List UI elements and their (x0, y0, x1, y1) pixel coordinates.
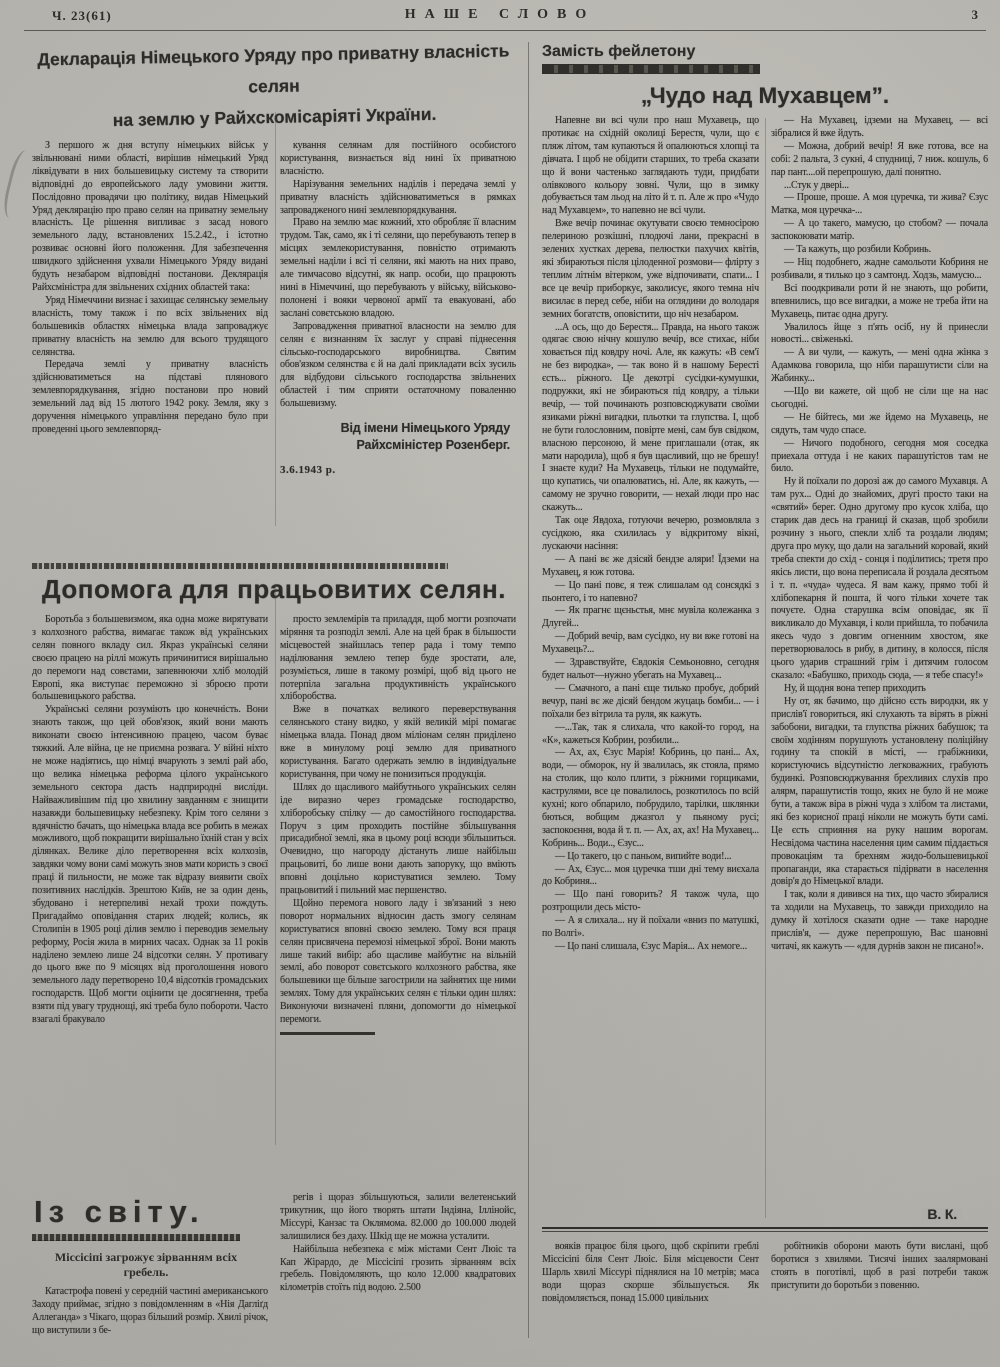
paragraph: Ну й поїхали по дорозі аж до самого Мухавця. А там рух... Одні до знайомих, другі просто таки на «святий» берег. Одно другому про кусок хліба, що старик дав десь на границі й сказав, щоб зробили розчину з нього, спекли хліб та роздали людям; друга про муку, що дали на загальний коровай, який треба спекти до схід - сонця і поділитись; третя про якісь листи, що вона переписала й роздала десятьом і т. п. «чуда» чудеса. Я вам кажу, прямо тобі й хлібопекарня й пошта, й чого тільки хочете так почуєте. Одна старушка всім оповідає, як її викликало до Мухавця, і коли прийшла, то побачила якесь чудо з довгим огненним хвостом, яке перетворювалось в рибу, в дитину, в колосся, після цього ударив страшний грім і дитячим голосом сказало: «Бабушко, приходь сюда, — я тебе спасу!» (771, 476, 988, 681)
paragraph: — А ви чули, — кажуть, — мені одна жінка з Адамкова говорила, що ніби парашутисти сіли на Жабинку... (771, 347, 988, 385)
world-article-continuation (542, 1241, 988, 1367)
paragraph: — Ничого подобного, сегодня моя соседка приехала оттуда і не каких парашутістов там не било. (771, 437, 988, 475)
feuilleton-column-2-text (771, 115, 988, 954)
paragraph: вояків працює біля цього, щоб скріпити греблі Міссісіпі біля Сент Люіс. Біля місцевости Сент Шарль хвилі Міссурі піднялися на 10 метрів; маса води щораз скорше збільшується. Як повідомляється, понад 15.000 цивільних (542, 1241, 759, 1304)
paragraph: Запровадження приватної власности на землю для селян є визнанням їх заслуг у справі піднесення сільсько-господарського виробництва. Святим обов'язком селянства є й на далі прикладати всіх зусиль для відбудови сільського господарства звільнених областей і тим сприяти остаточному поваленню большевизму. (280, 320, 516, 410)
paragraph: — Ніц подобнего, жадне самольоти Кобриня не розбивали, я тилько цо з самтонд. Ходзь, мамусю... (771, 256, 988, 281)
paragraph: — Що пані говорить? Я також чула, що розтрощили десь місто- (542, 889, 759, 914)
right-page-half (542, 38, 988, 1367)
paragraph: просто землемірів та приладдя, щоб могти розпочати міряння та розподіл землі. Але на цей брак в більшости місцевостей знайшлась тепер рада і тому темпо наділювання землею тепер буде зростати, але, розуміється, лише в такому розмірі, щоб від цього не потерпіла загальна продуктивність українського хліборобства. (280, 614, 516, 703)
paragraph: З першого ж дня вступу німецьких військ у звільнювані ними області, вирішив німецький Уряд ліквідувати в них большевицьку систему та створити відповідні до европейського ладу умовини життя. Послідовно провадячи цю політику, видав Німецький Уряд деклярацію про право селян на приватну земельну власність. Це рішення випливає з засад нового земельного ладу, встановлених 15.2.42., і істотно розвиває основні його положення. Для забезпечення швидкого здійснення ухвали Німецького Уряду видані будуть незабаром відповідні постанови. Деклярація Райхсміністра для звільнених східних областей така: (32, 140, 268, 293)
world-column-4 (771, 1241, 988, 1367)
declaration-headline-line2: на землю у Райхскомісаріяті України. (112, 103, 437, 131)
paragraph: Ну от, як бачимо, що дійсно єсть виродки, як у прислів'ї говориться, які слухають та вірять в ріжні забобони, вигадки, та глупства ріжних бабушок; та своїм ходінням порушують установлену поліційну годину та спокій в місті, — грабіжники, користуючись відсутністю легковажних, грабують будинкі. Розповсюджування брехливих слухів про алярм, парашутистів тощо, яких не було й не може бути, а також віра в ріжні чуда з хлібом та листами, які без корисної праці ніколи не можуть бути самі. Це єсть сприяння на руку нашим ворогам. Несвідома частина населення цим самим піддається провокаціям та брехням жидо-большевицької пропаганди, яка старається підірвати в населення довір'я до Німецької влади. (771, 695, 988, 888)
kicker-ornament-strip (542, 64, 760, 74)
feuilleton-author-signature: В. К. (922, 1208, 962, 1221)
page-number: 3 (971, 7, 978, 22)
paragraph: І так, коли я дивився на тих, що часто збиралися та ходили на Мухавець, то завжди приходило на думку й хотілося сказати одне — таке народне прислів'я, — дуже перепрошую, Вас шановні читачі, як кажуть — «для дурнів закон не писано!». (771, 889, 988, 952)
paragraph: Найбільша небезпека є між містами Сент Люіс та Кап Жірардо, де Міссісіпі грозить зірванням всіх гребель. Повідомляють, що коло 12.000 квадратових кілометрів стоїть під водою. 2.500 (280, 1243, 516, 1294)
world-article (32, 1192, 516, 1367)
help-column-2 (280, 614, 516, 1182)
paragraph: — Проше, проше. А моя цуречка, ти жива? Єзус Матка, моя цуречка-... (771, 192, 988, 217)
world-column-1-text (32, 1286, 268, 1338)
paragraph: — А я слихала... ну й поїхали «вниз по матушкі, по Волгі». (542, 915, 759, 940)
feuilleton-headline: „Чудо над Мухавцем”. (640, 83, 890, 108)
world-column-2 (280, 1192, 516, 1367)
masthead: НАШЕ СЛОВО (404, 7, 596, 22)
paragraph: — Не бійтесь, ми же йдемо на Мухавець, не сядуть, там чудо спасе. (771, 411, 988, 436)
declaration-signature (280, 420, 516, 454)
paragraph: Нарізування земельних наділів і передача землі у приватну власність здійснюватиметься в рямках запровадженого нині землевпорядкування. (280, 178, 516, 216)
feuilleton-column-2 (771, 115, 988, 1223)
page-half-divider-rule (528, 42, 529, 1338)
paragraph: — Добрий вечір, вам сусідко, ну ви вже готові на Мухавець?... (542, 631, 759, 656)
paragraph: — Цо такего, цо с паньом, випийте води!... (555, 850, 732, 862)
paragraph: — Цо пані повє, я теж слишалам од сонсядкі з пьонтего, і то напевно? (542, 579, 759, 604)
paragraph: — А цо такего, мамусю, цо стобом? — почала заспокоювати матір. (771, 218, 988, 243)
paragraph: ...Стук у двері... (784, 179, 849, 191)
paragraph: — Як прагнє щєньстья, мнє мувіла колежанка з Длугей... (542, 605, 759, 630)
declaration-headline-line1: Декларація Німецького Уряду про приватну власність селян (37, 40, 510, 97)
paragraph: — Ах, Єзус... моя цуречка тши дні тему виєхала до Кобриня... (542, 863, 759, 888)
declaration-column-2-text (280, 140, 516, 411)
end-of-article-rule (280, 1032, 375, 1035)
paragraph: — Можна, добрий вечір! Я вже готова, все на собі: 2 пальта, 3 сукні, 4 спудниці, 7 ниж. кошуль, 6 пар пант....ой перепрошую, далі понятно. (771, 140, 988, 178)
help-column-1 (32, 614, 268, 1182)
paragraph: ...А ось, що до Берестя... Правда, на нього також одягає свою нічну кошулю вечір, все стихає, ніби ховається під ковдру ночі. Але, як кажуть: «В сем'ї не без виродка», — так воно й в нашому Бересті єсть... ріжного. Це декотрі сусідки-кумушки, подружки, які не збираються під ковдру, а тільки вечір, — той починають розповсюджувати своїми язиками ріжні вигадки, пльотки та глупства. І, щоб не бути голословним, повірте мені, сам був свідком, власною персоною, й мене приглашали (отак, як мати народила), щоб я був щасливий, що не брешу! І знаєте куди? На Мухавець, тільки не подумайте, що купатись, чи опалюватись, ні. Але, як кажуть, — самому не зручно говорити, — нехай люди про нас скажуть... (542, 321, 759, 514)
paragraph: — Здравствуйте, Євдокія Семьоновно, сегодня будет нальот—нужно убегать на Мухавец... (542, 657, 759, 681)
column-rule (275, 585, 276, 1145)
feuilleton-kicker: Замість фейлетону (542, 43, 696, 60)
feuilleton-column-1 (542, 115, 759, 1223)
paragraph: регів і щораз збільшуються, залили велетенський трикутник, що його творять штати Індіяна, Іллінойс, Міссурі, Канзас та Оклямома. 82.000 до 100.000 людей залишилися без даху. Шкід ще не можна усталити. (280, 1192, 516, 1242)
paragraph: — Ах, ах, Єзус Марія! Кобринь, цо пані... Ах, води, — обморок, ну й звалилась, як стояла, прямо на столик, що коло плити, з ріжними горщиками, каструлями, все це повалилось, розкотилось по всій кухні; кого обпарило, побрудило, тарілки, шклянки бються, вобщим джазгол у пьяному русі; заспокоєння, вода й т. п. — Ах, ах, ах! На Мухавец... Кобринь... Води.., Єзус... (542, 747, 759, 849)
help-article (32, 574, 516, 1182)
help-column-2-text (280, 614, 516, 1027)
paragraph: Шлях до щасливого майбутнього українських селян іде виразно через громадське господарство, хліборобську спілку — до самостійного господарства. Поруч з цим проходить постійне збільшування присадибної землі, яка в цьому році всюди збільшиться. Очевидно, що нагороду дістануть лише найбільш працьовиті, бо лише вони дають запоруку, що вміють вповні доцільно користуватися землею. Тому працьовитий і пильний має першенство. (280, 781, 516, 897)
paragraph: Вже в початках великого переверствування селянського стану видко, у якій великій мірі помагає німецька влада. Понад двом міліонам селян приділено вже в минулому році землю для приватного користування. Багато одержать землю в індивідуальне користування, при чому не понизиться продукція. (280, 704, 516, 780)
paragraph: — На Мухавец, ідземи на Мухавец, — всі зібралися й вже йдуть. (771, 115, 988, 139)
paragraph: робітників оборони мають бути вислані, щоб боротися з хвилями. Тисячі інших заалярмовані стоять в поготівлі, щоб в разі потреби також приступити до боротьби з повенню. (771, 1241, 988, 1291)
declaration-article (32, 40, 516, 558)
paragraph: — А пані вє же дзісяй бендзе аляри! Їдземи на Мухавец, я юж готова. (542, 553, 759, 578)
paragraph: кування селянам для постійного особистого користування, визнається від нині їх приватною власністю. (280, 140, 516, 177)
world-headline: Із світу. (34, 1194, 205, 1229)
feuilleton-section (542, 43, 988, 1223)
signature-name: Райхсміністер Розенберг. (356, 438, 510, 453)
header-rule (24, 30, 986, 31)
declaration-column-2 (280, 140, 516, 558)
world-column-3 (542, 1241, 759, 1367)
paragraph: —Що ви кажете, ой щоб не сіли ще на нас сьогодні. (771, 386, 988, 410)
signature-authority: Від імени Німецького Уряду (340, 421, 510, 436)
left-page-half (32, 38, 516, 1367)
paragraph: Напевне ви всі чули про наш Мухавець, що протикає на східній околиці Берестя, чули, що є пляж літом, там купаються й опалюються хлопці та дівчата. І щоб не обідити старших, то треба сказати що й вони частенько заглядають туди, придбати олівкового кольору зовні. Чули, що в зимку добувається там льод на літо й т. п. Але ж про «Чудо над Мухавцем», то напевно не всі чули. (542, 115, 759, 217)
world-ornament-rule (32, 1234, 240, 1241)
paragraph: Право на землю має кожний, хто обробляє її власним трудом. Так, само, як і ті селяни, що перебувають тепер в місцях землекористування, повністю отримають земельні наділи і всі ті селяни, які мають на них право, але тимчасово відсутні, як напр. особи, що працюють нині в Німеччині, що перебувають у війську, військово-полонені і вояки червоної армії та евакуовані, або заслані совєтською владою. (280, 217, 516, 319)
paragraph: Щойно перемога нового ладу і зв'язаний з нею поворот нормальних відносин дасть змогу селянам користуватися вповні своєю землею. Тому вся праця селян присвячена перемозі німецької зброї. Вони мають лише такий вибір: або щасливе майбутнє на вільній землі, або поворот совєтського колхозного рабства, яке большевики ще більше загострили на зайнятих ще ними землях. Тому для українських селян є тільки один шлях: Виконуючи визначені пляни, допомогти до німецької перемоги. (280, 897, 516, 1026)
paragraph: Ну, й щодня вона тепер приходить (784, 682, 926, 694)
paragraph: — Та кажуть, що розбили Кобринь. (784, 244, 931, 256)
declaration-column-1 (32, 140, 268, 558)
paragraph: Катастрофа повені у середній частині американського Заходу приймає, згідно з повідомленням в «Нія Дагліґд Аллеганда» з Чікаго, щораз більший розмір. Хвилі річок, що виступили з бе- (32, 1286, 268, 1336)
paragraph: Увалилось йще з п'ять осіб, ну й принесли новості... свіженькі. (771, 321, 988, 346)
paragraph: Всі поодкривали роти й не знають, що робити, впевнились, що все вигадки, а може не треба йти на Мухавець, питає одна другу. (771, 282, 988, 320)
help-headline: Допомога для працьовитих селян. (42, 574, 506, 604)
paragraph: Так оце Явдоха, готуючи вечерю, розмовляла з сусідкою, яка схилилась у відкритому вікні, лускаючи насіння: (542, 515, 759, 552)
paragraph: Українські селяни розуміють цю конечність. Вони знають також, що цей обов'язок, який вони мають виконати своєю інтенсивною працею, часом буває тяжкий. Але війна, це не приємна розвага. У війні ніхто не може надіятись, що німці вчарують з землі рай або, що велика німецька реформа цілого українського земельного сектора дасть надприродні висліди. Найважливішим під цю хвилину завданням є знищити назавжди большевицьку небезпеку. Крім того селяни з вдячністю бачать, що німецька влада все робить в межах можливого, щоб покращити вирішально їхній стан у всіх ділянках. Велике діло перетворення всіх колхозів, завдяки чому вони самі можуть знов мати користь з своєї праці й пильности, не може так відразу виявити своїх позитивних наслідків. Зрештою Київ, не за один день, збудовано і нетерпеливі нехай трохи пождуть. Пригадаймо оповідання старих людей; колись, як Столипін в 1905 році ділив землю і переводив земельну реформу, Росія жила в мирних часах. Однак за 11 років наділено землею лише 24 відсотки селян. У противагу до цього вже по 9 місяцях від проголошення нового земельного ладу перетворено 10,4 відсотків громадських господарств. Щоб могти оцінити це досягнення, треба взяти під увагу труднощі, які треба було побороти. Часто взагалі бракувало (32, 704, 268, 1026)
world-column-1 (32, 1192, 268, 1367)
section-divider-rule (542, 1227, 988, 1232)
column-rule (275, 112, 276, 526)
paragraph: —...Так, так я слихала, что какой-то город, на «К», кажеться Кобрин, розбили... (542, 721, 759, 746)
declaration-headline (31, 35, 517, 137)
paragraph: Вже вечір починає окутувати своєю темносірою пелериною розкішні, плодючі лани, прекрасні в зелених хустках дерева, пелюстки пахучих квітів, які збираються після цілоденної розмови— флірту з теплим літнім вітерком, уже відпочивати, спати... І все це вечір приборкує, заколисує, якого темна ніч висилає в перед себе, ніби на оглядини до володаря земних богатств, оповістити, що ніч незабаром. (542, 218, 759, 320)
paragraph: Уряд Німеччини визнає і захищає селянську земельну власність, тому також і по всіх звільнених від большевиків областях німецька влада запроваджує приватну власність на землю для всього трудящого селянства. (32, 294, 268, 358)
paragraph: — Цо пані слишала, Єзус Марія... Ах немоге... (555, 941, 747, 952)
world-subheadline: Міссісіпі загрожує зірванням всіх гребель. (54, 1250, 238, 1279)
paragraph: Боротьба з большевизмом, яка одна може вирятувати з колхозного рабства, вимагає також від українських селян повного вкладу сил. Якраз українські селяни своєю працею на ріллі можуть причинитися вирішально до перемоги над совєтами, запевнюючи хліб молодій Европі, яка виступає переможно зі зброєю проти большевицького рабства. (32, 614, 268, 703)
signature-date: 3.6.1943 р. (280, 464, 336, 477)
paragraph: — Смачного, а пані єще тилько пробує, добрий вечур, пані вє же дісяй бендом жуцаць бомби... — і поїхали без вітрила та руля, як кажуть. (542, 682, 759, 720)
paragraph: Передача землі у приватну власність здійснюватиметься на підставі плянового землевпорядкування, згідно постанови про новий земельний лад від 15 лютого 1942 року. Земля, яку з доручення німецького управління передано було при проведенні цього землевпоряд- (32, 359, 268, 435)
ornament-rule (32, 563, 448, 569)
issue-number: Ч. 23(61) (52, 8, 112, 23)
